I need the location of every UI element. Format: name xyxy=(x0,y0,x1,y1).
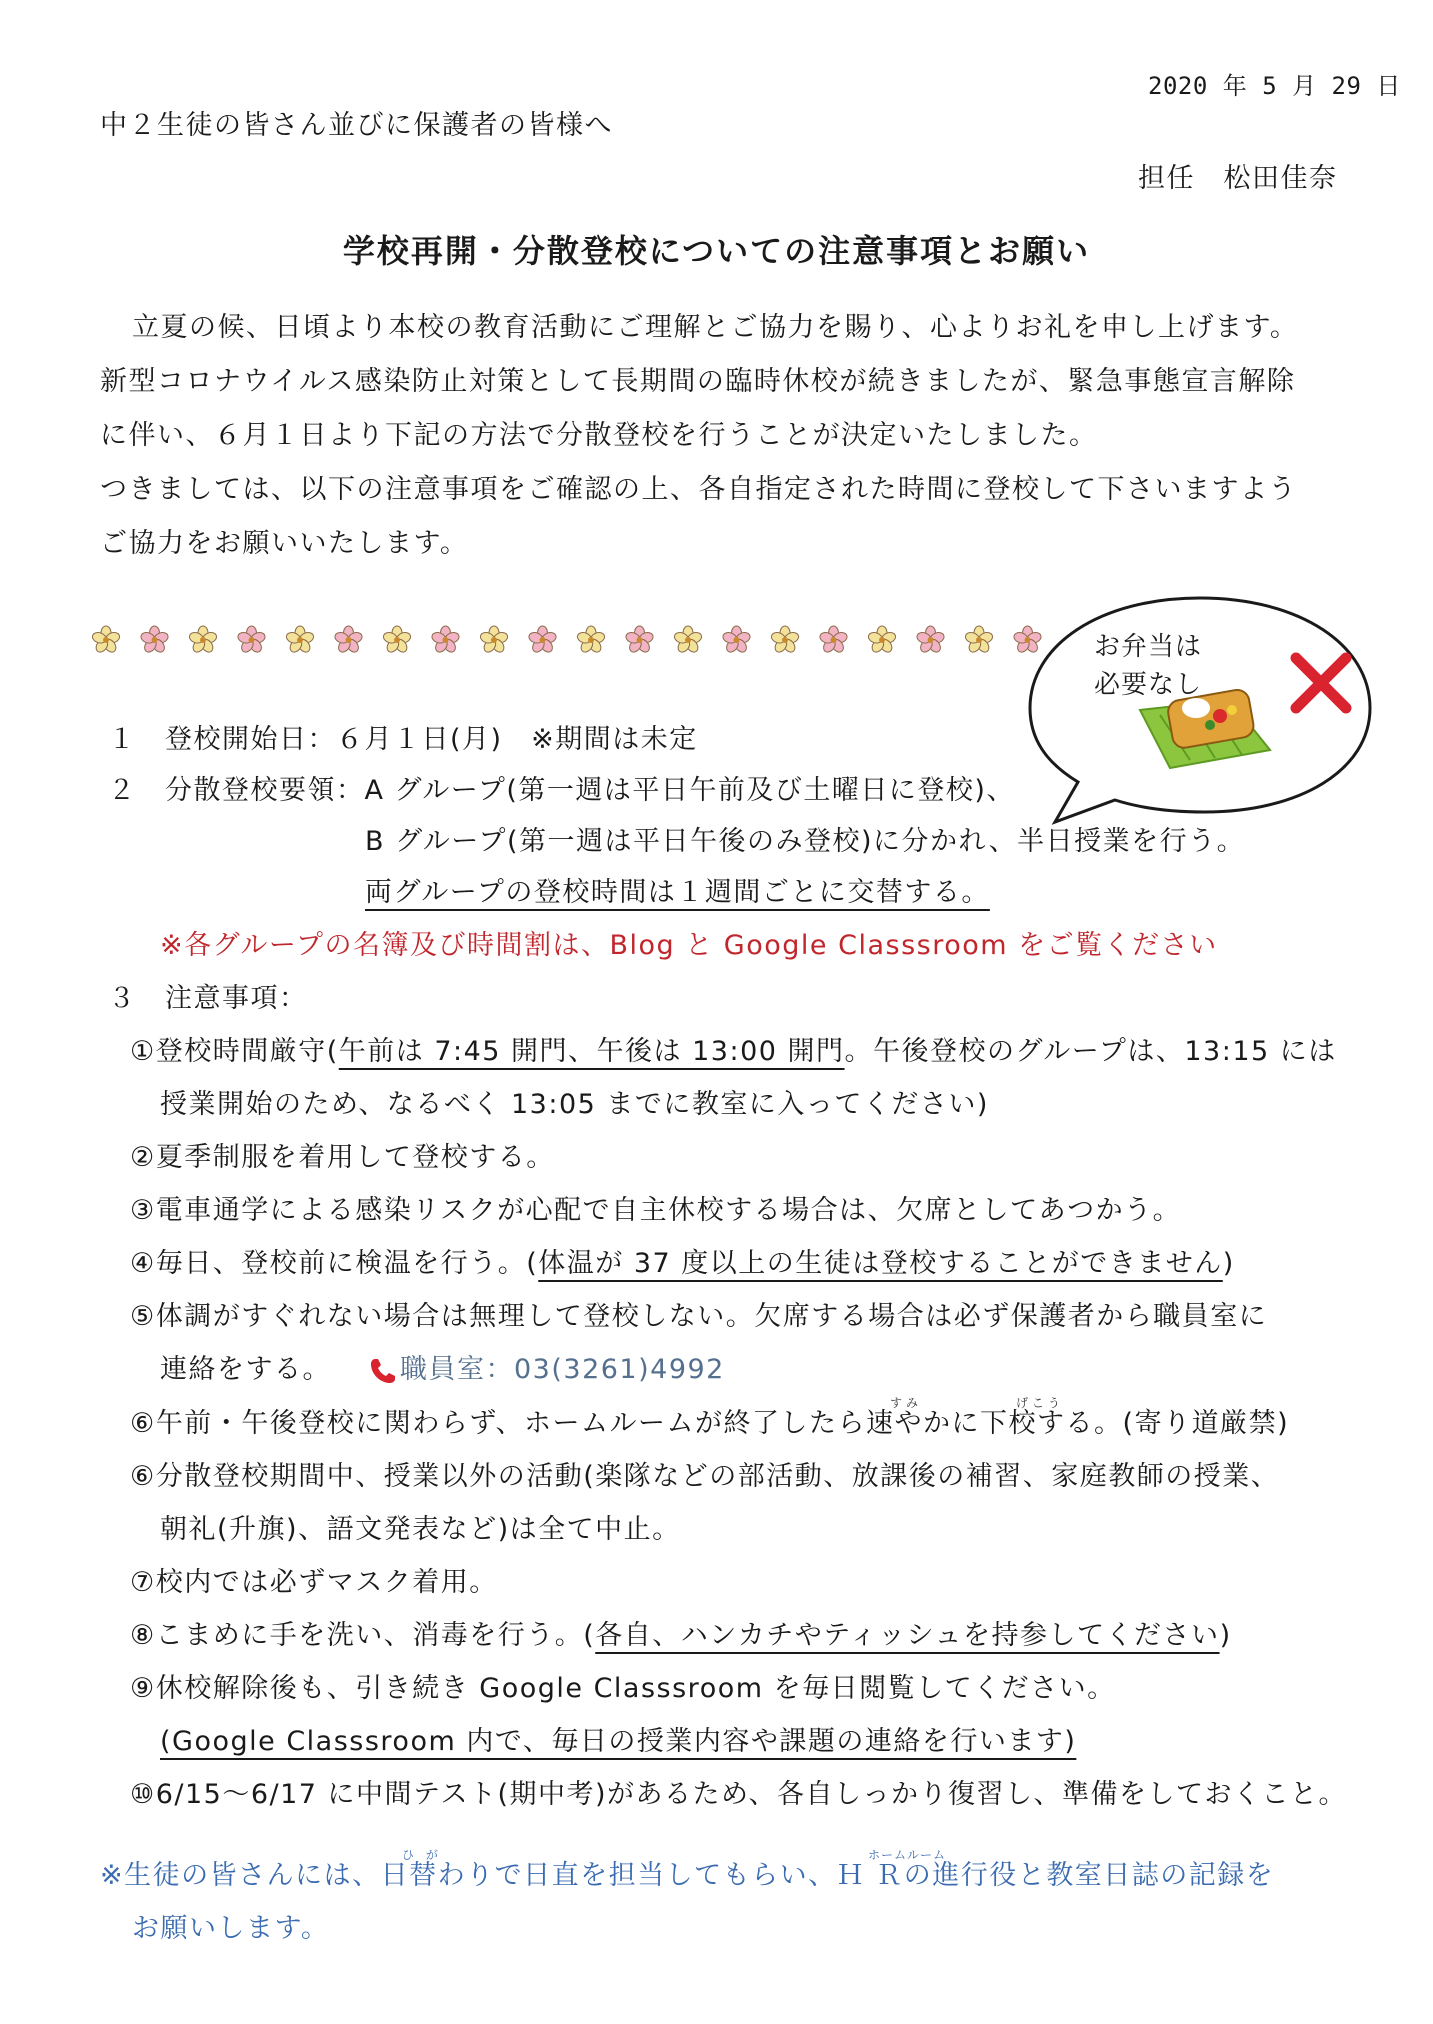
note-train-commute: ③電車通学による感染リスクが心配で自主休校する場合は、欠席としてあつかう。 xyxy=(130,1195,1182,1226)
no-lunch-callout xyxy=(1020,590,1380,840)
flower-icon xyxy=(479,626,509,654)
note-1-post: 。午後登校のグループは、13:15 には xyxy=(844,1036,1337,1067)
note-9-underlined: (Google Classsroom 内で、毎日の授業内容や課題の連絡を行います) xyxy=(160,1726,1077,1757)
note-1-underlined: 午前は 7:45 開門、午後は 13:00 開門 xyxy=(338,1036,845,1067)
note-health: ⑤体調がすぐれない場合は無理して登校しない。欠席する場合は必ず保護者から職員室に xyxy=(130,1301,1268,1332)
note-health-cont: 連絡をする。 xyxy=(160,1354,331,1385)
flower-icon xyxy=(964,626,994,654)
footer-note-cont: お願いします。 xyxy=(132,1913,330,1944)
recipients-line: 中２生徒の皆さん並びに保護者の皆様へ xyxy=(100,110,613,141)
flower-icon xyxy=(867,626,897,654)
note-8-post: ) xyxy=(1219,1620,1232,1651)
intro-line: 新型コロナウイルス感染防止対策として長期間の臨時休校が続きましたが、緊急事態宣言解除 xyxy=(100,366,1296,397)
note-classroom: ⑨休校解除後も、引き続き Google Classsroom を毎日閲覧してください。 xyxy=(130,1673,1116,1704)
flower-icon xyxy=(334,626,364,654)
ruby-gekou: げこう xyxy=(1016,1396,1065,1410)
footer-note: ※生徒の皆さんには、日替わりで日直を担当してもらい、Ｈ Ｒの進行役と教室日誌の記録を xyxy=(100,1860,1275,1891)
flower-icon xyxy=(237,626,267,654)
flower-icon xyxy=(819,626,849,654)
item-dispersal-rotation xyxy=(365,877,990,909)
item-dispersal-plan-cont: B グループ(第一週は平日午後のみ登校)に分かれ、半日授業を行う。 xyxy=(365,826,1246,857)
note-uniform: ②夏季制服を着用して登校する。 xyxy=(130,1142,555,1173)
flower-divider-svg xyxy=(92,620,1042,660)
ruby-sumi: すみ xyxy=(890,1396,923,1410)
intro-line: 立夏の候、日頃より本校の教育活動にご理解とご協力を賜り、心よりお礼を申し上げます。 xyxy=(132,312,1299,343)
staff-room-phone: 職員室：03(3261)4992 xyxy=(400,1354,725,1385)
note-activities-suspended: ⑥分散登校期間中、授業以外の活動(楽隊などの部活動、放課後の補習、家庭教師の授業、 xyxy=(130,1461,1280,1492)
flower-icon xyxy=(722,626,752,654)
note-4-post: ) xyxy=(1222,1248,1235,1279)
document-date: 2020 年 5 月 29 日 xyxy=(1148,72,1401,100)
author-line: 担任 松田佳奈 xyxy=(1138,163,1338,194)
note-handwash xyxy=(130,1620,1232,1652)
note-midterm: ⑩6/15～6/17 に中間テスト(期中考)があるため、各自しっかり復習し、準備をしておくこと。 xyxy=(130,1779,1347,1810)
note-arrival-time-cont: 授業開始のため、なるべく 13:05 までに教室に入ってください) xyxy=(160,1089,989,1120)
schedule-note: ※各グループの名簿及び時間割は、Blog と Google Classsroom をご覧ください xyxy=(160,930,1218,961)
item-start-date: １ 登校開始日：６月１日(月) ※期間は未定 xyxy=(108,724,698,755)
note-8-underlined: 各自、ハンカチやティッシュを持参してください xyxy=(595,1620,1220,1651)
flower-icon xyxy=(92,626,121,654)
item-notes-heading: ３ 注意事項： xyxy=(108,983,308,1014)
phone-icon xyxy=(368,1356,398,1386)
note-4-pre: ④毎日、登校前に検温を行う。( xyxy=(130,1248,539,1279)
flower-icon xyxy=(285,626,315,654)
flower-icon xyxy=(528,626,558,654)
intro-line: つきましては、以下の注意事項をご確認の上、各自指定された時間に登校して下さいますよう xyxy=(100,474,1297,505)
flower-icon xyxy=(625,626,655,654)
rotation-underlined: 両グループの登校時間は１週間ごとに交替する。 xyxy=(365,877,990,908)
flower-icon xyxy=(576,626,606,654)
note-mask: ⑦校内では必ずマスク着用。 xyxy=(130,1567,498,1598)
note-arrival-time xyxy=(130,1036,1337,1068)
flower-icon xyxy=(188,626,218,654)
flower-icon xyxy=(382,626,412,654)
flower-icon xyxy=(770,626,800,654)
note-8-pre: ⑧こまめに手を洗い、消毒を行う。( xyxy=(130,1620,596,1651)
note-go-home: ⑥午前・午後登校に関わらず、ホームルームが終了したら速やかに下校する。(寄り道厳禁) xyxy=(130,1408,1290,1439)
flower-icon xyxy=(673,626,703,654)
callout-text-line1: お弁当は xyxy=(1094,632,1203,662)
flower-icon xyxy=(916,626,946,654)
callout-text-line2: 必要なし xyxy=(1094,670,1203,700)
intro-line: ご協力をお願いいたします。 xyxy=(100,528,469,559)
item-dispersal-plan: ２ 分散登校要領：A グループ(第一週は平日午前及び土曜日に登校)、 xyxy=(108,775,1015,806)
flower-icon xyxy=(431,626,461,654)
page-title: 学校再開・分散登校についての注意事項とお願い xyxy=(342,232,1091,270)
flower-icon xyxy=(140,626,170,654)
ruby-homeroom: ホームルーム xyxy=(868,1848,947,1862)
ruby-higa: ひ が xyxy=(402,1848,442,1862)
intro-line: に伴い、６月１日より下記の方法で分散登校を行うことが決定いたしました。 xyxy=(100,420,1098,451)
flower-divider xyxy=(92,620,1042,660)
note-4-underlined: 体温が 37 度以上の生徒は登校することができません xyxy=(538,1248,1223,1279)
note-1-pre: ①登校時間厳守( xyxy=(130,1036,339,1067)
note-activities-suspended-cont: 朝礼(升旗)、語文発表など)は全て中止。 xyxy=(160,1514,681,1545)
note-temperature xyxy=(130,1248,1235,1280)
note-classroom-cont xyxy=(160,1726,1076,1758)
red-x-icon xyxy=(1288,650,1354,716)
